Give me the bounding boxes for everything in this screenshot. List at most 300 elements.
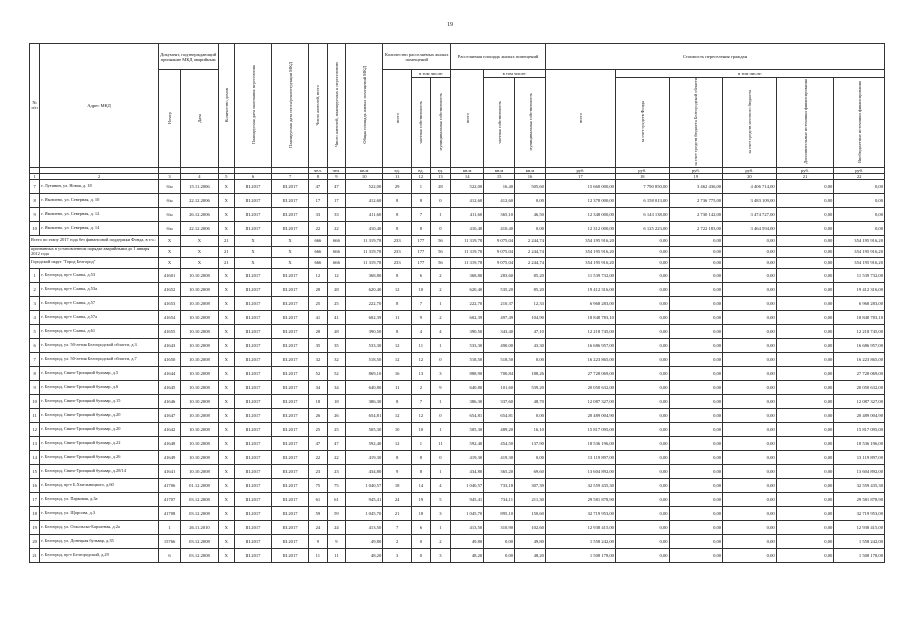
cell-d: 0,00 — [776, 534, 834, 548]
cell-date: 03.12.2008 — [181, 534, 218, 548]
cell-end: III.2017 — [234, 464, 271, 478]
cell-res: 9 — [309, 534, 328, 548]
cell-addr: г. Белгород, пр-т Славы, д.57 — [40, 296, 158, 310]
cell-f: 0,00 — [615, 422, 669, 436]
cell-area: 222,70 — [346, 296, 383, 310]
cell-cnt: 12 — [383, 338, 412, 352]
cell-area: 48,20 — [346, 548, 383, 562]
cell-b: 0,00 — [669, 268, 723, 282]
cell-ar: 888,90 — [451, 366, 484, 380]
summary-q: 21 — [218, 257, 234, 268]
cell-pr: 8 — [412, 221, 431, 235]
cell-addr: г. Белгород, пр-т Белгородский, д.29 — [40, 548, 158, 562]
cell-dem: III.2017 — [272, 207, 309, 221]
summary-date: X — [181, 246, 218, 257]
unit-cell: кв.м — [484, 167, 515, 173]
column-number-cell: 19 — [669, 173, 723, 179]
summary-arp: 9 075,04 — [484, 257, 515, 268]
cell-e: 13 119 897,00 — [834, 450, 885, 464]
cell-e: 20 489 004,90 — [834, 408, 885, 422]
cell-m: 0,00 — [723, 422, 777, 436]
cell-f: 0,00 — [615, 268, 669, 282]
cell-no: 41650 — [158, 352, 181, 366]
cell-q: X — [218, 366, 234, 380]
cell-ar: 945,41 — [451, 492, 484, 506]
cell-f: 6 143 138,00 — [615, 207, 669, 221]
cell-end: III.2017 — [234, 492, 271, 506]
cell-pr: 1 — [412, 179, 431, 193]
column-number-cell: 3 — [158, 173, 181, 179]
summary-dem: X — [272, 235, 309, 246]
cell-arm: 104,90 — [515, 310, 546, 324]
cell-res: 26 — [309, 408, 328, 422]
cell-b: 0,00 — [669, 534, 723, 548]
cell-dem: III.2017 — [272, 548, 309, 562]
cell-dem: III.2017 — [272, 193, 309, 207]
header-cost-sub: в том числе: — [615, 70, 884, 78]
cell-n: 1 — [30, 268, 40, 282]
cell-arp: 489,20 — [484, 422, 515, 436]
table-row — [30, 436, 885, 450]
cell-area: 410,40 — [346, 221, 383, 235]
cell-d: 0,00 — [776, 221, 834, 235]
cell-f: 0,00 — [615, 296, 669, 310]
cell-f: 0,00 — [615, 352, 669, 366]
cell-arm: 150,60 — [515, 506, 546, 520]
cell-m: 0,00 — [723, 436, 777, 450]
cell-d: 0,00 — [776, 338, 834, 352]
cell-e: 0,00 — [834, 179, 885, 193]
table-row — [30, 207, 885, 221]
cell-date: 03.12.2008 — [181, 492, 218, 506]
cell-res: 52 — [309, 366, 328, 380]
cell-area: 390,50 — [346, 324, 383, 338]
header-area-total: всего — [451, 70, 484, 168]
summary-arm: 2 244,74 — [515, 257, 546, 268]
cell-date: 22.12.2006 — [181, 193, 218, 207]
summary-b: 0,00 — [669, 235, 723, 246]
cell-m: 0,00 — [723, 352, 777, 366]
cell-ar: 413,50 — [451, 520, 484, 534]
table-row — [30, 380, 885, 394]
cell-dem: III.2017 — [272, 296, 309, 310]
cell-e: 11 539 732,00 — [834, 268, 885, 282]
summary-no: X — [158, 235, 181, 246]
cell-pr: 13 — [412, 366, 431, 380]
table-row — [30, 422, 885, 436]
cell-b: 0,00 — [669, 408, 723, 422]
cell-arp: 654,81 — [484, 408, 515, 422]
unit-cell: чел. — [327, 167, 346, 173]
cell-arp: 16,40 — [484, 179, 515, 193]
cell-d: 0,00 — [776, 422, 834, 436]
cell-end: III.2017 — [234, 408, 271, 422]
cell-arm: 505,60 — [515, 179, 546, 193]
cell-arm: 43,30 — [515, 338, 546, 352]
cell-n: 12 — [30, 422, 40, 436]
cell-date: 10.10.2008 — [181, 296, 218, 310]
cell-ar: 533,30 — [451, 338, 484, 352]
cell-b: 0,00 — [669, 366, 723, 380]
cell-date: 15.11.2006 — [181, 179, 218, 193]
cell-end: III.2017 — [234, 450, 271, 464]
summary-e: 354 195 916,20 — [834, 246, 885, 257]
cell-res: 33 — [309, 207, 328, 221]
cell-f: 0,00 — [615, 408, 669, 422]
cell-dem: III.2017 — [272, 221, 309, 235]
summary-pr: 177 — [412, 246, 431, 257]
column-number-cell: 7 — [272, 173, 309, 179]
cell-resp: 59 — [327, 506, 346, 520]
cell-q: X — [218, 464, 234, 478]
cell-resp: 11 — [327, 548, 346, 562]
cell-arm: 0,00 — [515, 408, 546, 422]
header-residents-plan: Число жителей, планируемых к переселению — [327, 44, 346, 168]
summary-dem: X — [272, 246, 309, 257]
cell-date: 26.12.2006 — [181, 207, 218, 221]
cell-resp: 22 — [327, 450, 346, 464]
cell-d: 0,00 — [776, 268, 834, 282]
cell-b: 0,00 — [669, 450, 723, 464]
cell-arp: 895,10 — [484, 506, 515, 520]
cell-pr: 0 — [412, 534, 431, 548]
cell-resp: 25 — [327, 422, 346, 436]
cell-q: X — [218, 310, 234, 324]
cell-q: X — [218, 548, 234, 562]
summary-label: Всего по этапу 2017 года без финансовой поддержки Фонда, в т.ч.: — [30, 235, 159, 246]
cell-no: 41646 — [158, 394, 181, 408]
cell-arm: 85,20 — [515, 268, 546, 282]
page-number: 19 — [447, 22, 453, 28]
column-number-cell: 11 — [383, 173, 412, 179]
cell-res: 24 — [309, 520, 328, 534]
header-count-municipal: муниципальная собственность — [430, 78, 451, 168]
cell-tot: 32 719 953,00 — [545, 506, 615, 520]
cell-mun: 0 — [430, 450, 451, 464]
cell-arm: 0,00 — [515, 221, 546, 235]
cell-end: III.2017 — [234, 352, 271, 366]
cell-mun: 1 — [430, 464, 451, 478]
cell-arm: 16,10 — [515, 422, 546, 436]
header-cost-region: за счет средств бюджета Белгородской области — [669, 78, 723, 168]
cell-ar: 419,30 — [451, 450, 484, 464]
cell-arm: 307,39 — [515, 478, 546, 492]
cell-tot: 12 378 000,00 — [545, 193, 615, 207]
cell-ar: 592,40 — [451, 436, 484, 450]
cell-m: 0,00 — [723, 464, 777, 478]
unit-cell: руб. — [776, 167, 834, 173]
summary-ar: 11 319,78 — [451, 235, 484, 246]
cell-b: 0,00 — [669, 394, 723, 408]
cell-f: 6 158 013,00 — [615, 193, 669, 207]
cell-arm: 188,26 — [515, 366, 546, 380]
cell-e: 1 558 242,00 — [834, 534, 885, 548]
cell-q: X — [218, 478, 234, 492]
cell-date: 10.10.2008 — [181, 422, 218, 436]
cell-cnt: 8 — [383, 193, 412, 207]
cell-dem: III.2017 — [272, 380, 309, 394]
cell-arp: 0,00 — [484, 534, 515, 548]
cell-no: 41644 — [158, 366, 181, 380]
summary-arm: 2 244,74 — [515, 235, 546, 246]
cell-b: 0,00 — [669, 520, 723, 534]
table-row — [30, 450, 885, 464]
table-row — [30, 310, 885, 324]
cell-n: 16 — [30, 478, 40, 492]
cell-resp: 61 — [327, 492, 346, 506]
summary-tot: 354 195 916,20 — [545, 235, 615, 246]
cell-arm: 46,50 — [515, 207, 546, 221]
cell-n: 5 — [30, 324, 40, 338]
cell-d: 0,00 — [776, 492, 834, 506]
cell-n: 4 — [30, 310, 40, 324]
cell-tot: 1 508 178,00 — [545, 548, 615, 562]
cell-date: 10.10.2008 — [181, 394, 218, 408]
column-number-cell: 9 — [327, 173, 346, 179]
cell-m: 3 464 594,00 — [723, 221, 777, 235]
cell-resp: 28 — [327, 282, 346, 296]
cell-ar: 412,60 — [451, 193, 484, 207]
cell-end: III.2017 — [234, 338, 271, 352]
cell-ar: 434,80 — [451, 464, 484, 478]
cell-cnt: 12 — [383, 408, 412, 422]
summary-end: X — [234, 235, 271, 246]
cell-b: 0,00 — [669, 352, 723, 366]
cell-res: 28 — [309, 282, 328, 296]
cell-e: 19 412 316,00 — [834, 282, 885, 296]
cell-f: 0,00 — [615, 380, 669, 394]
summary-b: 0,00 — [669, 246, 723, 257]
header-area-resettled: Расселяемая площадь жилых помещений — [451, 44, 546, 70]
cell-tot: 20 489 004,90 — [545, 408, 615, 422]
cell-n: 10 — [30, 221, 40, 235]
summary-label: Городской округ "Город Белгород" — [30, 257, 159, 268]
cell-tot: 32 559 435,30 — [545, 478, 615, 492]
cell-m: 0,00 — [723, 450, 777, 464]
summary-e: 354 195 916,20 — [834, 235, 885, 246]
summary-pr: 177 — [412, 257, 431, 268]
cell-addr: г. Яковлево, ул. Северная, д. 12 — [40, 207, 158, 221]
cell-addr: г. Белгород, ул. Щорсова, д.3 — [40, 506, 158, 520]
table-body — [30, 167, 885, 562]
column-number-cell: 14 — [451, 173, 484, 179]
cell-b: 0,00 — [669, 436, 723, 450]
cell-no: 41601 — [158, 268, 181, 282]
cell-date: 10.10.2008 — [181, 324, 218, 338]
cell-q: X — [218, 506, 234, 520]
cell-tot: 19 412 316,00 — [545, 282, 615, 296]
cell-dem: III.2017 — [272, 324, 309, 338]
cell-dem: III.2017 — [272, 408, 309, 422]
cell-arp: 101,60 — [484, 380, 515, 394]
cell-f: 0,00 — [615, 506, 669, 520]
cell-res: 23 — [309, 464, 328, 478]
cell-no: 41708 — [158, 506, 181, 520]
cell-mun: 1 — [430, 207, 451, 221]
cell-no: 41647 — [158, 408, 181, 422]
header-count-private: частная собственность — [412, 78, 431, 168]
cell-b: 0,00 — [669, 296, 723, 310]
cell-e: 0,00 — [834, 221, 885, 235]
cell-no: 41645 — [158, 380, 181, 394]
unit-cell: ед. — [383, 167, 412, 173]
summary-res: 666 — [309, 246, 328, 257]
cell-dem: III.2017 — [272, 268, 309, 282]
cell-area: 368,80 — [346, 268, 383, 282]
cell-m: 0,00 — [723, 534, 777, 548]
cell-arp: 518,50 — [484, 352, 515, 366]
cell-cnt: 2 — [383, 534, 412, 548]
cell-dem: III.2017 — [272, 282, 309, 296]
cell-date: 03.12.2008 — [181, 548, 218, 562]
cell-arp: 412,60 — [484, 193, 515, 207]
cell-arp: 535,20 — [484, 282, 515, 296]
cell-end: III.2017 — [234, 534, 271, 548]
cell-b: 0,00 — [669, 464, 723, 478]
cell-b: 0,00 — [669, 492, 723, 506]
unit-cell: руб. — [615, 167, 669, 173]
cell-date: 10.10.2008 — [181, 338, 218, 352]
cell-f: 0,00 — [615, 520, 669, 534]
cell-ar: 411,60 — [451, 207, 484, 221]
summary-tot: 354 195 916,20 — [545, 246, 615, 257]
cell-mun: 0 — [430, 193, 451, 207]
cell-b: 0,00 — [669, 548, 723, 562]
cell-mun: 2 — [430, 310, 451, 324]
table-row — [30, 408, 885, 422]
cell-dem: III.2017 — [272, 534, 309, 548]
cell-resp: 26 — [327, 408, 346, 422]
cell-addr: г. Белгород, Свято-Троицкий бульвар, д.26 — [40, 450, 158, 464]
cell-ar: 222,70 — [451, 296, 484, 310]
cell-tot: 12 348 000,00 — [545, 207, 615, 221]
cell-mun: 2 — [430, 282, 451, 296]
cell-resp: 24 — [327, 520, 346, 534]
cell-date: 10.10.2008 — [181, 268, 218, 282]
cell-no: б/н — [158, 193, 181, 207]
cell-q: X — [218, 207, 234, 221]
cell-addr: г. Белгород, Свято-Троицкий бульвар, д.5 — [40, 366, 158, 380]
cell-f: 0,00 — [615, 282, 669, 296]
cell-ar: 1 040,57 — [451, 478, 484, 492]
cell-arm: 12,33 — [515, 296, 546, 310]
table-row — [30, 506, 885, 520]
cell-mun: 1 — [430, 338, 451, 352]
cell-tot: 16 686 957,00 — [545, 338, 615, 352]
cell-tot: 20 050 632,00 — [545, 380, 615, 394]
cell-arm: 47,10 — [515, 324, 546, 338]
header-cost-additional: Дополнительные источники финансирования — [776, 78, 834, 168]
cell-f: 0,00 — [615, 324, 669, 338]
cell-resp: 52 — [327, 366, 346, 380]
table-row — [30, 338, 885, 352]
cell-b: 0,00 — [669, 338, 723, 352]
header-doc-date: Дата — [181, 70, 218, 168]
cell-no: 41649 — [158, 450, 181, 464]
cell-arp: 734,11 — [484, 492, 515, 506]
cell-arp: 0,00 — [484, 548, 515, 562]
cell-area: 620,40 — [346, 282, 383, 296]
cell-e: 12 938 415,00 — [834, 520, 885, 534]
cell-f: 0,00 — [615, 436, 669, 450]
cell-cnt: 8 — [383, 450, 412, 464]
cell-addr: г. Белгород, пр-т Б.Хмельницкого, д.60 — [40, 478, 158, 492]
cell-end: III.2017 — [234, 506, 271, 520]
cell-end: III.2017 — [234, 268, 271, 282]
cell-tot: 18 848 783,10 — [545, 310, 615, 324]
summary-m: 0,00 — [723, 235, 777, 246]
cell-mun: 3 — [430, 366, 451, 380]
table-row — [30, 179, 885, 193]
cell-addr: г. Белгород, пр-т Славы, д.61 — [40, 324, 158, 338]
summary-q: 21 — [218, 246, 234, 257]
cell-f: 0,00 — [615, 478, 669, 492]
cell-res: 47 — [309, 436, 328, 450]
summary-m: 0,00 — [723, 257, 777, 268]
cell-date: 10.10.2008 — [181, 450, 218, 464]
cell-no: 41653 — [158, 296, 181, 310]
unit-cell: ед. — [412, 167, 431, 173]
cell-date: 10.10.2008 — [181, 464, 218, 478]
table-row — [30, 193, 885, 207]
cell-end: III.2017 — [234, 520, 271, 534]
cell-cnt: 12 — [383, 282, 412, 296]
cell-res: 11 — [309, 548, 328, 562]
cell-ar: 505,30 — [451, 422, 484, 436]
cell-resp: 47 — [327, 179, 346, 193]
table-row — [30, 296, 885, 310]
cell-m: 0,00 — [723, 506, 777, 520]
unit-cell: чел. — [309, 167, 328, 173]
summary-pr: 177 — [412, 235, 431, 246]
summary-no: X — [158, 246, 181, 257]
cell-res: 35 — [309, 338, 328, 352]
cell-ar: 620,40 — [451, 282, 484, 296]
cell-dem: III.2017 — [272, 478, 309, 492]
cell-area: 518,50 — [346, 352, 383, 366]
cell-d: 0,00 — [776, 464, 834, 478]
cell-area: 419,30 — [346, 450, 383, 464]
cell-dem: III.2017 — [272, 506, 309, 520]
summary-d: 0,00 — [776, 235, 834, 246]
cell-res: 75 — [309, 478, 328, 492]
cell-dem: III.2017 — [272, 338, 309, 352]
cell-arm: 48,20 — [515, 548, 546, 562]
cell-pr: 12 — [412, 408, 431, 422]
summary-row — [30, 246, 885, 257]
cell-pr: 4 — [412, 324, 431, 338]
cell-f: 0,00 — [615, 548, 669, 562]
cell-date: 26.11.2010 — [181, 520, 218, 534]
cell-f: 0,00 — [615, 492, 669, 506]
cell-no: 41655 — [158, 324, 181, 338]
cell-area: 386,30 — [346, 394, 383, 408]
cell-end: III.2017 — [234, 478, 271, 492]
cell-cnt: 3 — [383, 548, 412, 562]
summary-no: X — [158, 257, 181, 268]
cell-ar: 640,80 — [451, 380, 484, 394]
column-number-cell: 12 — [412, 173, 431, 179]
cell-cnt: 10 — [383, 422, 412, 436]
cell-arp: 337,60 — [484, 394, 515, 408]
cell-no: 41643 — [158, 338, 181, 352]
cell-res: 17 — [309, 193, 328, 207]
summary-resp: 666 — [327, 257, 346, 268]
cell-mun: 9 — [430, 380, 451, 394]
cell-tot: 13 119 897,00 — [545, 450, 615, 464]
cell-resp: 35 — [327, 338, 346, 352]
cell-m: 3 483 109,00 — [723, 193, 777, 207]
